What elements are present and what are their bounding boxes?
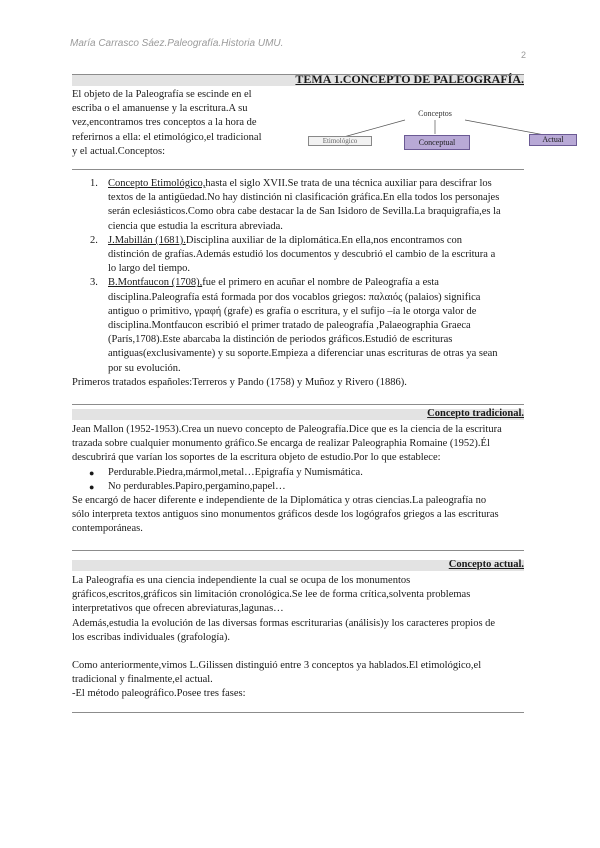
text-line: descubrirá que varían los soportes de la escritura objeto de estudio.Por lo que establece:	[72, 452, 441, 464]
list-line: antiguas(exclusivamente) y su soporte.Empieza a diferenciar unas escrituras de otras ya sean	[108, 348, 498, 360]
intro-paragraph	[72, 88, 302, 159]
heading-actual: Concepto actual.	[448, 559, 524, 570]
list-line: textos de la antigüedad.No hay distinción ni clasificación gráfica.En ella todos los personajes	[108, 192, 500, 204]
text-line: -El método paleográfico.Posee tres fases:	[72, 688, 246, 700]
text-line: trazada sobre cualquier monumento gráfico.Se encarga de realizar Paleographia Romaine (1952).Él	[72, 438, 490, 450]
list-line: lo largo del tiempo.	[108, 263, 191, 275]
spacer	[72, 645, 532, 659]
text-line: gráficos,escritos,gráficos sin limitación cronológica.Se lee de forma crítica,solventa problemas	[72, 589, 471, 601]
text-line: Se encargó de hacer diferente e independiente de la Diplomática y otras ciencias.La paleografía no	[72, 495, 487, 507]
text-line: Jean Mallon (1952-1953).Crea un nuevo concepto de Paleografía.Dice que es la ciencia de la escritura	[72, 424, 502, 435]
list-lead: B.Montfaucon (1708),	[108, 277, 203, 289]
section-rule	[72, 550, 524, 551]
text-line: Como anteriormente,vimos L.Gilissen distinguió entre 3 conceptos ya hablados.El etimológico,el	[72, 660, 482, 672]
intro-line: referirnos a ella: el etimológico,el tradicional	[72, 131, 262, 143]
page-title: TEMA 1.CONCEPTO DE PALEOGRAFÍA.	[295, 72, 524, 86]
list-line: serán eclesiásticos.Como obra cabe destacar la de San Isidoro de Sevilla.La braquigrafía,es la	[108, 206, 501, 218]
intro-line: vez,encontramos tres conceptos a la hora de	[72, 117, 257, 129]
diagram-node-etimologico: Etimológico	[308, 136, 372, 146]
list-line: hasta el siglo XVII.Se trata de una técnica auxiliar para descifrar los	[205, 178, 492, 189]
text-line: interpretativos que ofrecen abreviaturas,lagunas…	[72, 603, 284, 615]
text-line: los escribas individuales (grafología).	[72, 631, 231, 643]
list-line: antiguo o primitivo, γραφή (grafe) es grafía o escritura, y el sufijo –ía le otorga valor de	[108, 305, 477, 317]
bullet-icon: ●	[89, 481, 95, 492]
list-lead: Concepto Etimológico,	[108, 178, 206, 189]
actual-section	[72, 574, 532, 702]
list-line: ciencia que estudia la escritura abreviada.	[108, 220, 283, 232]
bullet-text: Perdurable.Piedra,mármol,metal…Epigrafía y Numismática.	[108, 466, 363, 478]
intro-line: El objeto de la Paleografía se escinde en el	[72, 89, 252, 100]
diagram-root-node: Conceptos	[418, 109, 452, 118]
tradicional-section	[72, 423, 532, 537]
diagram-node-conceptual: Conceptual	[404, 135, 470, 150]
list-line: fue el primero en acuñar el nombre de Paleografía a esta	[202, 277, 439, 289]
bullet-item	[72, 466, 532, 480]
intro-line: escriba o el amanuense y la escritura.A su	[72, 103, 248, 115]
list-number: 2.	[90, 234, 98, 246]
list-number: 3.	[90, 277, 98, 289]
list-line: distinción de grafías.Además estudió los documentos y descubrió el cambio de la escritura a	[108, 249, 496, 261]
text-line: La Paleografía es una ciencia independiente la cual se ocupa de los monumentos	[72, 575, 411, 586]
list-line: Disciplina auxiliar de la diplomática.En ella,nos encontramos con	[185, 234, 462, 246]
list-number: 1.	[90, 178, 98, 189]
intro-line: y el actual.Conceptos:	[72, 145, 166, 157]
diagram-node-actual: Actual	[529, 134, 577, 146]
concepts-diagram	[300, 100, 580, 160]
text-line: contemporáneas.	[72, 523, 143, 535]
list-line: (París,1708).Este abarcaba la distinción de periodos gráficos.Estudió de escrituras	[108, 334, 453, 346]
text-line: sólo interpreta textos antiguos sino monumentos gráficos desde los logógrafos griegos a las escrituras	[72, 509, 499, 521]
list-item	[72, 276, 532, 375]
concepts-list	[72, 177, 532, 390]
bullet-text: No perdurables.Papiro,pergamino,papel…	[108, 480, 286, 492]
list-line: por su evolución.	[108, 362, 181, 374]
list-lead: J.Mabillán (1681).	[108, 234, 186, 246]
section-rule	[72, 712, 524, 713]
first-treatises: Primeros tratados españoles:Terreros y Pando (1758) y Muñoz y Rivero (1886).	[72, 376, 407, 388]
section-rule	[72, 404, 524, 405]
heading-tradicional: Concepto tradicional.	[427, 408, 524, 419]
running-header: María Carrasco Sáez.Paleografía.Historia UMU.	[70, 38, 284, 49]
text-line: tradicional y finalmente,el actual.	[72, 674, 213, 686]
list-line: disciplina.Paleografía está formada por dos vocablos griegos: παλαιός (palaios) significa	[108, 291, 481, 303]
bullet-item	[72, 480, 532, 494]
list-item	[72, 234, 532, 277]
list-item	[72, 177, 532, 234]
text-line: Además,estudia la evolución de las diversas formas escriturarias (análisis)y los caracteres propios de	[72, 617, 496, 629]
section-rule	[72, 169, 524, 170]
bullet-icon: ●	[89, 467, 95, 478]
list-line: disciplina.Montfaucon escribió el primer tratado de paleografía ,Palaeographia Graeca	[108, 320, 471, 332]
page-number: 2	[521, 50, 527, 60]
